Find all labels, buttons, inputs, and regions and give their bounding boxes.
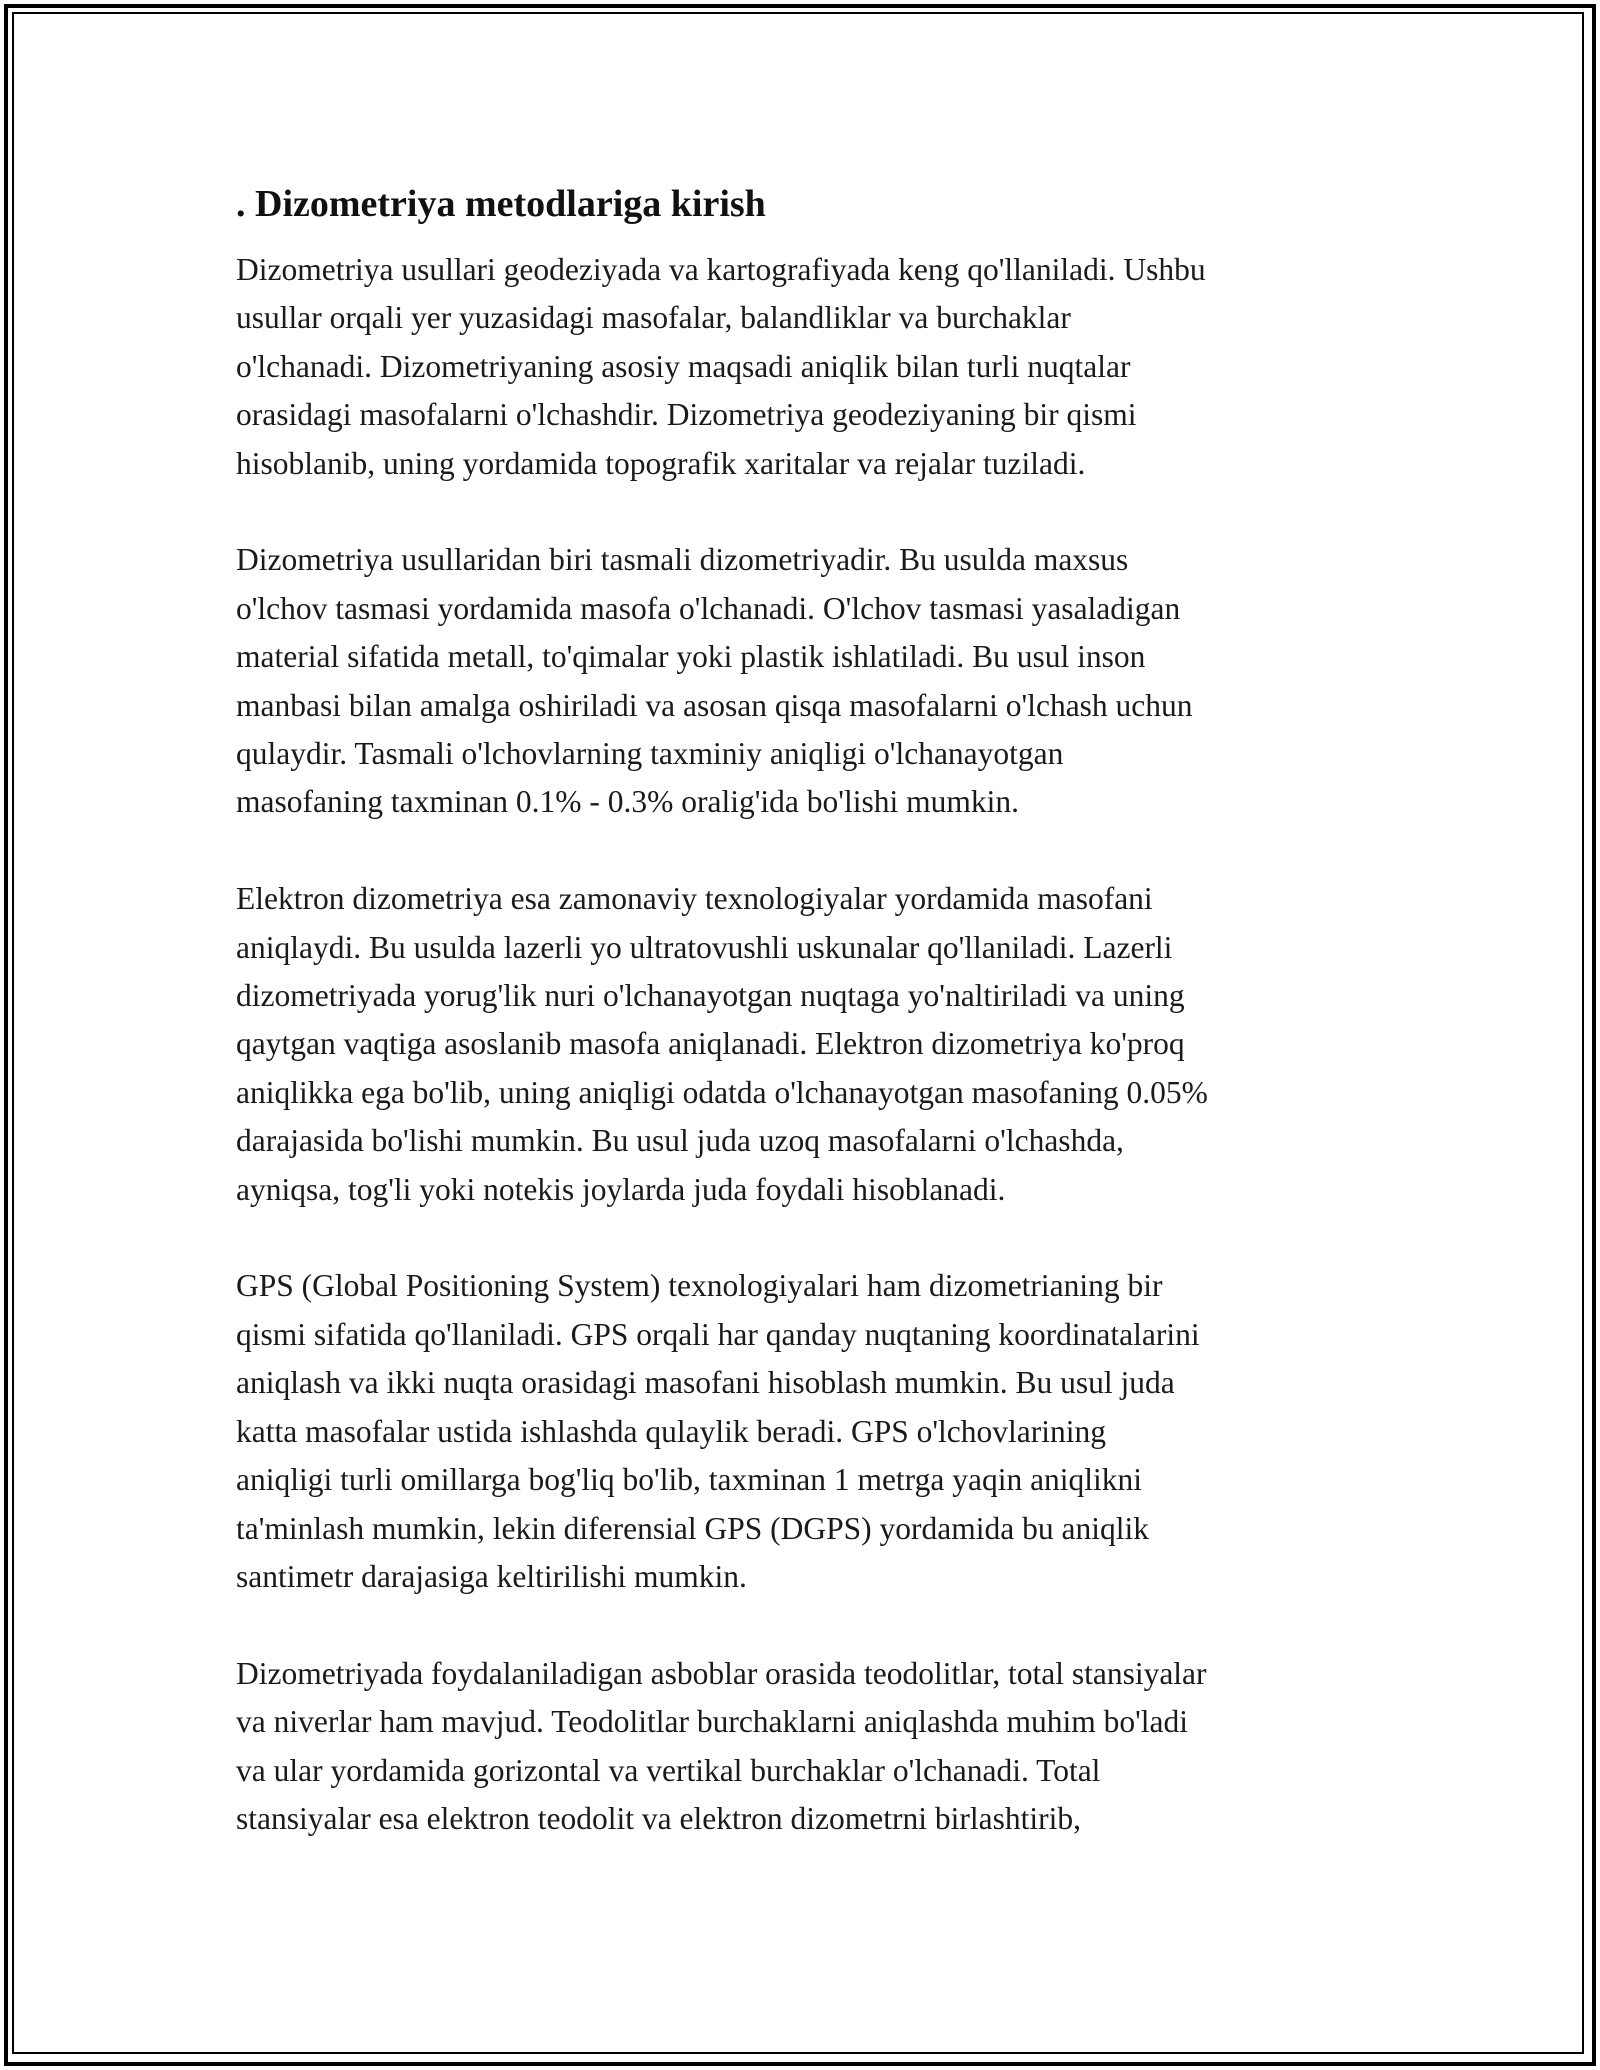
paragraph	[236, 875, 1376, 1214]
text-line: aniqligi turli omillarga bog'liq bo'lib, taxminan 1 metrga yaqin aniqlikni	[236, 1462, 1143, 1498]
text-line: Dizometriyada foydalaniladigan asboblar orasida teodolitlar, total stansiyalar	[236, 1655, 1207, 1691]
text-line: usullar orqali yer yuzasidagi masofalar, balandliklar va burchaklar	[236, 300, 1071, 336]
text-line: masofaning taxminan 0.1% - 0.3% oralig'ida bo'lishi mumkin.	[236, 784, 1019, 820]
text-line: aniqlikka ega bo'lib, uning aniqligi odatda o'lchanayotgan masofaning 0.05%	[236, 1074, 1208, 1110]
text-line: qulaydir. Tasmali o'lchovlarning taxminiy aniqligi o'lchanayotgan	[236, 736, 1064, 772]
text-line: GPS (Global Positioning System) texnologiyalari ham dizometrianing bir	[236, 1268, 1163, 1304]
text-line: material sifatida metall, to'qimalar yoki plastik ishlatiladi. Bu usul inson	[236, 639, 1146, 675]
text-line: Dizometriya usullari geodeziyada va kartografiyada keng qo'llaniladi. Ushbu	[236, 252, 1206, 287]
text-line: aniqlash va ikki nuqta orasidagi masofani hisoblash mumkin. Bu usul juda	[236, 1365, 1175, 1401]
text-line: darajasida bo'lishi mumkin. Bu usul juda uzoq masofalarni o'lchashda,	[236, 1123, 1124, 1159]
text-line: qismi sifatida qo'llaniladi. GPS orqali har qanday nuqtaning koordinatalarini	[236, 1316, 1200, 1352]
text-line: Dizometriya usullaridan biri tasmali dizometriyadir. Bu usulda maxsus	[236, 542, 1129, 578]
text-line: katta masofalar ustida ishlashda qulaylik beradi. GPS o'lchovlarining	[236, 1413, 1106, 1449]
text-line: stansiyalar esa elektron teodolit va elektron dizometrni birlashtirib,	[236, 1800, 1081, 1836]
paragraph-list	[236, 246, 1376, 1843]
paragraph	[236, 246, 1376, 488]
text-line: va niverlar ham mavjud. Teodolitlar burchaklarni aniqlashda muhim bo'ladi	[236, 1704, 1188, 1740]
text-line: ta'minlash mumkin, lekin diferensial GPS (DGPS) yordamida bu aniqlik	[236, 1510, 1149, 1546]
document-body	[236, 180, 1376, 1892]
document-title: . Dizometriya metodlariga kirish	[236, 183, 766, 225]
text-line: santimetr darajasiga keltirilishi mumkin.	[236, 1558, 747, 1594]
paragraph	[236, 1650, 1376, 1844]
text-line: manbasi bilan amalga oshiriladi va asosan qisqa masofalarni o'lchash uchun	[236, 687, 1193, 723]
paragraph	[236, 536, 1376, 826]
paragraph	[236, 1262, 1376, 1601]
text-line: qaytgan vaqtiga asoslanib masofa aniqlanadi. Elektron dizometriya ko'proq	[236, 1026, 1185, 1062]
text-line: aniqlaydi. Bu usulda lazerli yo ultratovushli uskunalar qo'llaniladi. Lazerli	[236, 929, 1173, 965]
text-line: hisoblanib, uning yordamida topografik xaritalar va rejalar tuziladi.	[236, 445, 1086, 481]
text-line: Elektron dizometriya esa zamonaviy texnologiyalar yordamida masofani	[236, 881, 1153, 917]
text-line: o'lchanadi. Dizometriyaning asosiy maqsadi aniqlik bilan turli nuqtalar	[236, 348, 1131, 384]
text-line: orasidagi masofalarni o'lchashdir. Dizometriya geodeziyaning bir qismi	[236, 397, 1137, 433]
text-line: va ular yordamida gorizontal va vertikal burchaklar o'lchanadi. Total	[236, 1752, 1101, 1788]
text-line: dizometriyada yorug'lik nuri o'lchanayotgan nuqtaga yo'naltiriladi va uning	[236, 978, 1185, 1014]
text-line: o'lchov tasmasi yordamida masofa o'lchanadi. O'lchov tasmasi yasaladigan	[236, 590, 1181, 626]
text-line: ayniqsa, tog'li yoki notekis joylarda juda foydali hisoblanadi.	[236, 1171, 1006, 1207]
